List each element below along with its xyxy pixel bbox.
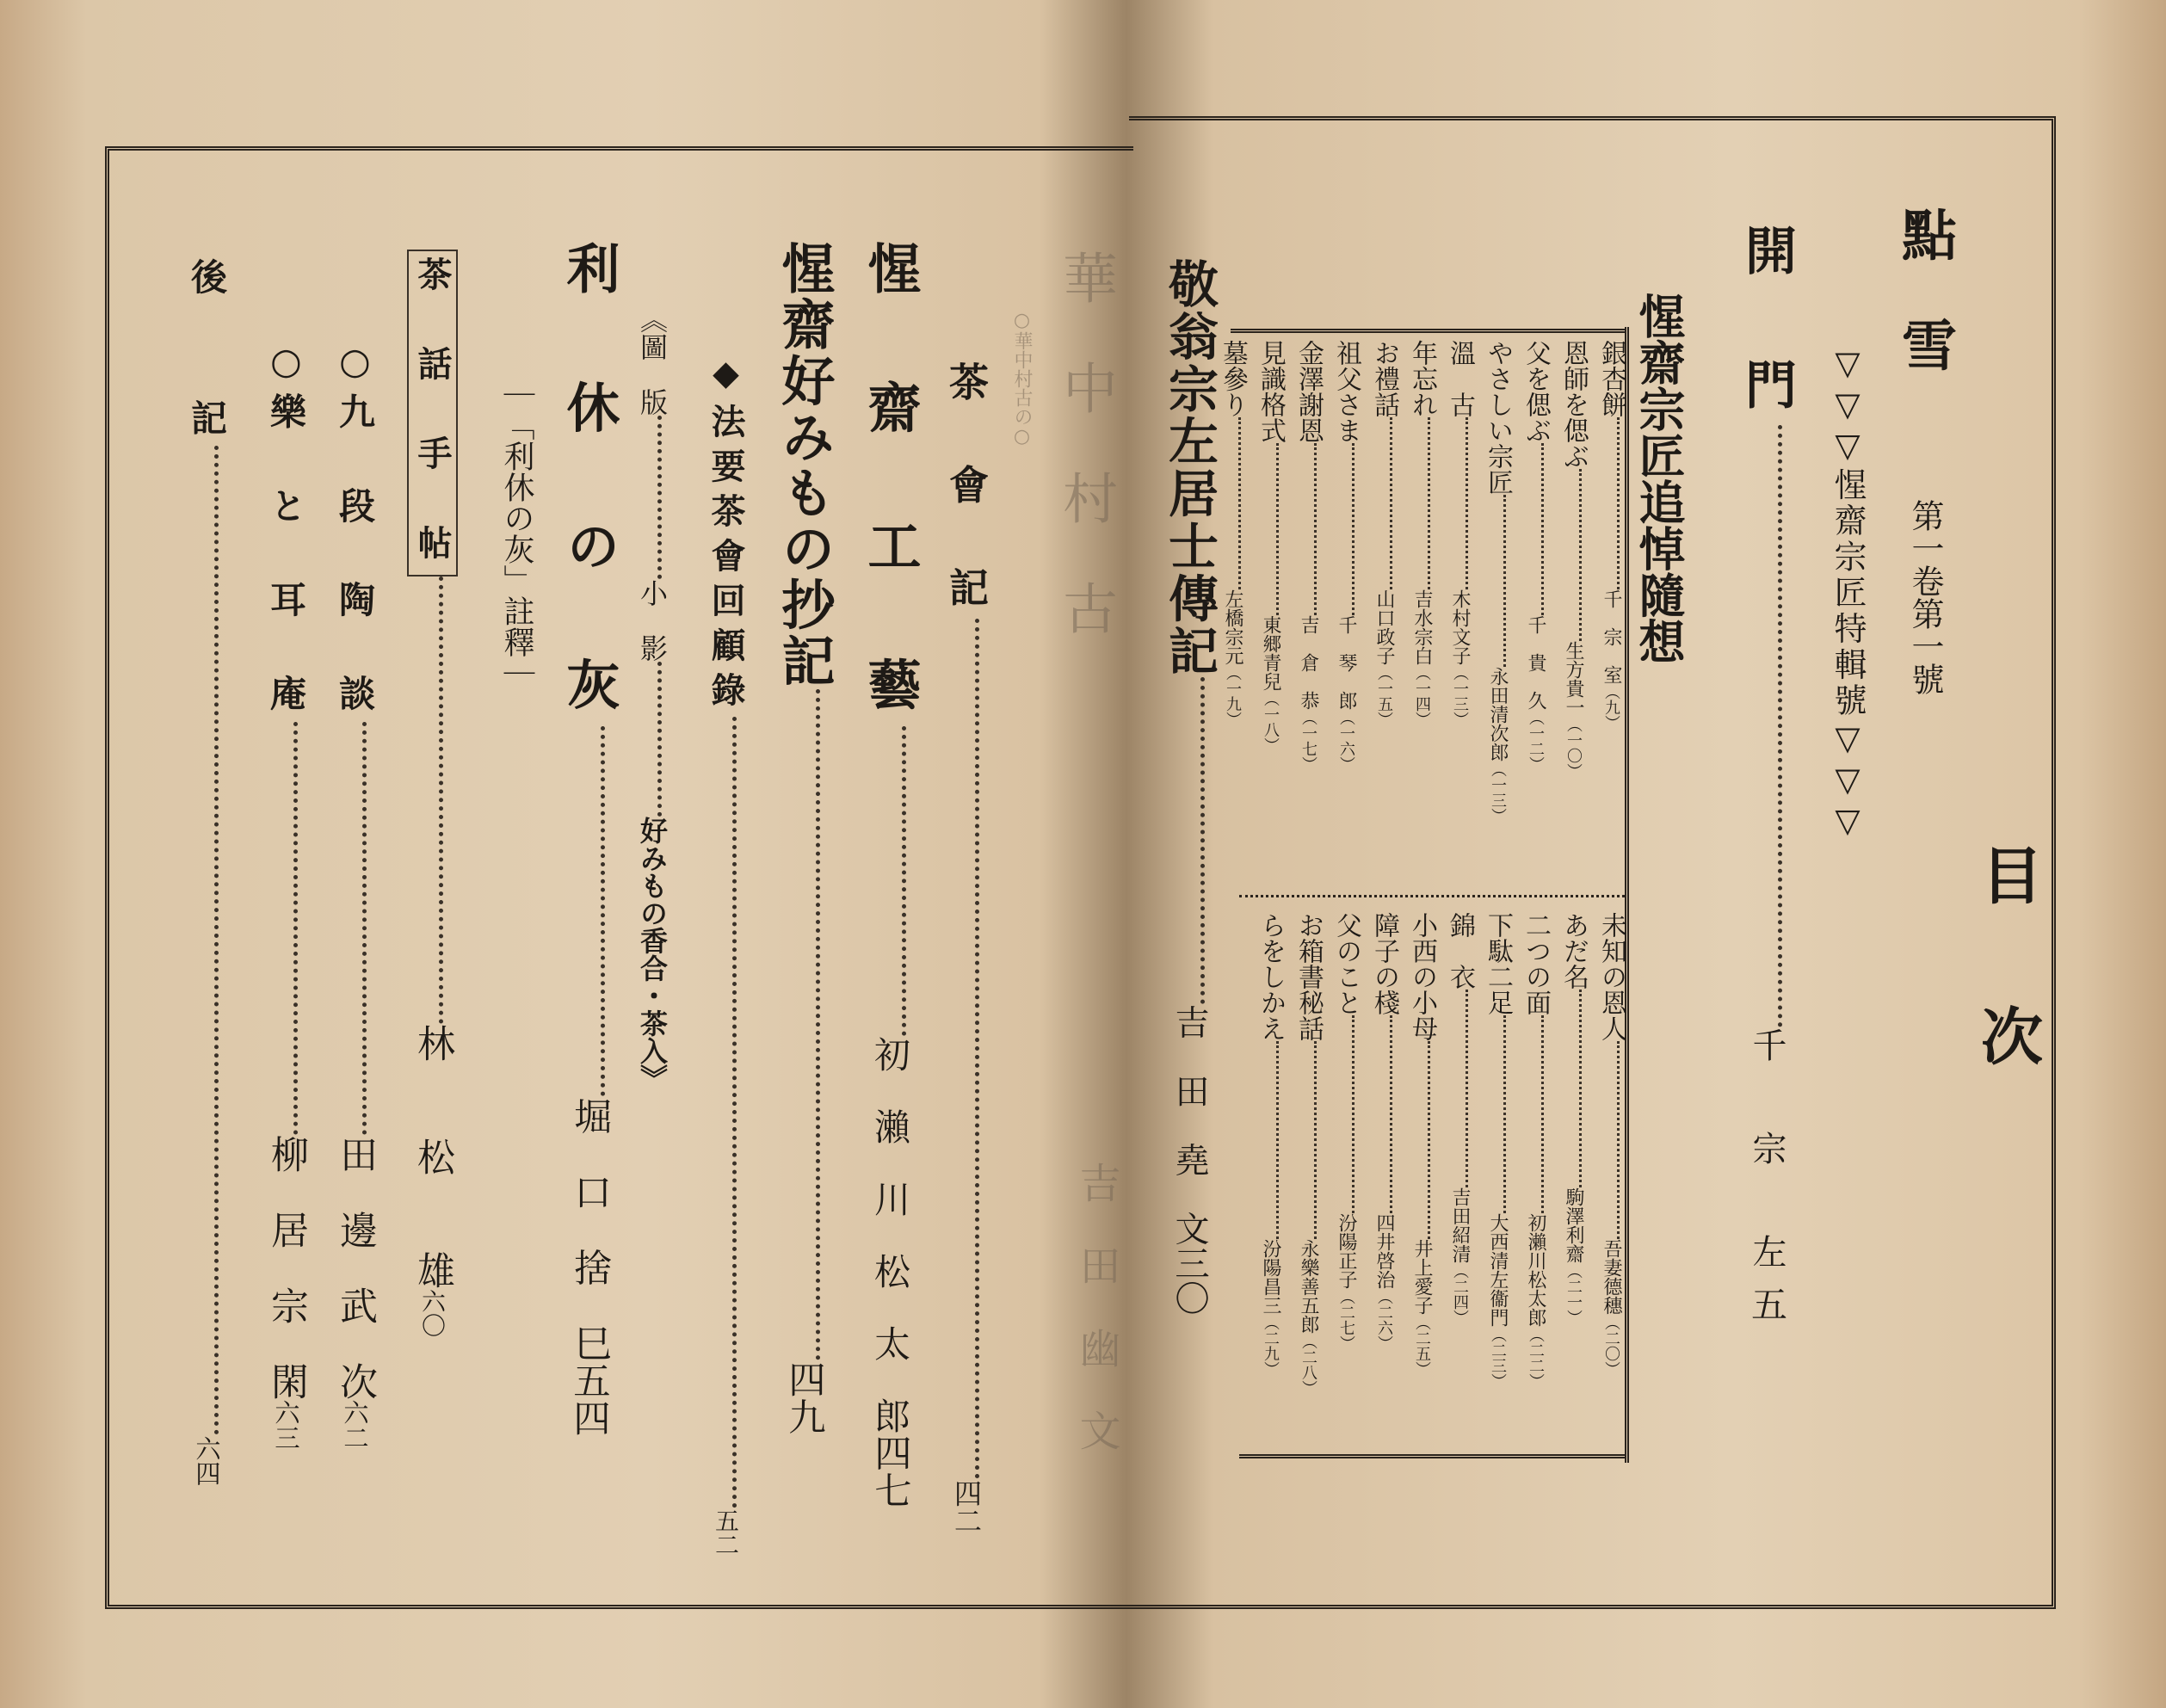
entry-author: 林 松 雄 — [410, 1024, 454, 1289]
memorial-heading: 惺齋宗匠追悼隨想 — [1632, 293, 1687, 664]
entry-page: （九） — [1602, 684, 1620, 731]
entry-author: 駒澤利齋 — [1563, 1187, 1584, 1263]
toc-entry-raku[interactable] — [258, 340, 313, 1501]
entry-title: 墓參り — [1218, 340, 1248, 417]
entry-author: 吉田紹清 — [1449, 1187, 1471, 1263]
rikyu-annotation: ｜「利休の灰」註釋｜ — [499, 379, 534, 688]
entry-author: 永田清次郎 — [1487, 667, 1509, 762]
entry-page: （二四） — [1451, 1263, 1469, 1325]
leader-dots — [1503, 1015, 1506, 1213]
memorial-entry[interactable] — [1516, 912, 1554, 1446]
toc-entry-kaimon[interactable] — [1730, 224, 1804, 1497]
entry-title: 利 休 の 灰 — [558, 241, 620, 727]
memorial-entry[interactable] — [1365, 912, 1403, 1446]
leader-dots — [902, 726, 906, 1036]
show-through-text: 華 中 村 古 — [1053, 250, 1117, 635]
entry-page: （一七） — [1299, 710, 1317, 772]
issue-label: 第一卷第一號 — [1906, 499, 1944, 695]
toc-entry-kudan[interactable] — [327, 340, 382, 1501]
leader-dots — [601, 726, 605, 1096]
memorial-entry[interactable] — [1251, 912, 1289, 1446]
special-issue-label: ▽▽▽惺齋宗匠特輯號▽▽▽ — [1829, 344, 1867, 843]
leader-dots — [1579, 990, 1582, 1187]
memorial-mid-rule — [1239, 895, 1625, 897]
leader-dots — [1276, 443, 1279, 615]
leader-dots — [1778, 425, 1782, 1027]
entry-page: （一九） — [1224, 665, 1242, 727]
leader-dots — [1390, 417, 1392, 589]
leader-dots — [1352, 1015, 1355, 1213]
entry-title: ◆法要茶會回顧錄 — [706, 353, 746, 717]
entry-title: 年忘れ — [1407, 340, 1437, 417]
entry-author: 生方貴一 — [1563, 641, 1584, 717]
entry-title: らをしかえ — [1256, 912, 1286, 1041]
entry-note: 好みもの香合・茶入》 — [636, 817, 669, 1092]
entry-author: 東郷青兒 — [1260, 615, 1281, 691]
leader-dots — [1390, 1015, 1392, 1213]
entry-page: 四二 — [950, 1479, 983, 1535]
entry-author: 汾陽正子 — [1336, 1213, 1357, 1289]
entry-author: 千 宗 室 — [1601, 589, 1622, 684]
leader-dots — [816, 689, 820, 1360]
entry-author: 木村文子 — [1449, 589, 1471, 665]
leader-dots — [293, 722, 298, 1135]
entry-page: （一四） — [1413, 665, 1431, 727]
entry-title: ○九 段 陶 談 — [334, 340, 376, 722]
entry-page: （一三） — [1451, 665, 1469, 727]
memorial-entry[interactable] — [1441, 340, 1478, 873]
entry-title: 《圖 版 — [636, 305, 669, 416]
leader-dots — [1314, 1041, 1317, 1239]
leader-dots — [1466, 990, 1468, 1187]
entry-title: 開 門 — [1737, 224, 1797, 425]
toc-entry-chawa[interactable] — [404, 250, 460, 1497]
entry-title: 父を偲ぶ — [1521, 340, 1551, 443]
entry-author: 田 邊 武 次 — [333, 1134, 377, 1400]
leader-dots — [1276, 1041, 1279, 1239]
entry-author: 千 貴 久 — [1525, 615, 1546, 710]
entry-page: （二九） — [1262, 1315, 1280, 1377]
leader-dots — [1541, 1015, 1544, 1213]
leader-dots — [1617, 1041, 1620, 1239]
leader-dots — [1200, 677, 1205, 1004]
leader-dots — [214, 446, 219, 1435]
toc-entry-biography[interactable] — [1153, 258, 1225, 1497]
leader-dots — [1314, 443, 1317, 615]
entry-author: 柳 居 宗 閑 — [264, 1134, 308, 1400]
entry-page: 三〇 — [1169, 1245, 1210, 1316]
entry-author: 初 瀨 川 松 太 郎 — [869, 1036, 911, 1434]
leader-dots — [1428, 1041, 1430, 1239]
entry-title: 惺 齋 工 藝 — [859, 241, 922, 727]
memorial-entry[interactable] — [1403, 340, 1441, 873]
entry-page: （一三） — [1489, 762, 1507, 823]
entry-page: （二五） — [1413, 1315, 1431, 1377]
leader-dots — [975, 619, 979, 1479]
memorial-entry[interactable] — [1592, 912, 1630, 1446]
entry-title: 下駄二足 — [1483, 912, 1513, 1015]
entry-page: 五 — [1746, 1286, 1788, 1322]
entry-page: （二三） — [1489, 1327, 1507, 1389]
entry-page: （二二） — [1527, 1327, 1545, 1389]
memorial-top-rule — [1231, 329, 1626, 333]
memorial-entry[interactable] — [1554, 340, 1592, 873]
memorial-entry[interactable] — [1554, 912, 1592, 1446]
entry-subtitle: 小 影 — [636, 579, 669, 662]
memorial-entry[interactable] — [1441, 912, 1478, 1446]
entry-title: 父のこと — [1331, 912, 1361, 1015]
leader-dots — [1466, 417, 1468, 589]
entry-title: 茶 話 手 帖 — [407, 250, 458, 577]
entry-title: 錦 衣 — [1445, 912, 1475, 990]
entry-title: 茶 會 記 — [943, 361, 990, 619]
toc-entry-rikyu[interactable] — [551, 241, 627, 1497]
entry-title: ○樂 と 耳 庵 — [265, 340, 307, 722]
memorial-entry[interactable] — [1327, 912, 1365, 1446]
entry-title: 小西の小母 — [1407, 912, 1437, 1041]
leader-dots — [1352, 443, 1355, 615]
entry-author: 井上愛子 — [1411, 1239, 1433, 1315]
leader-dots — [732, 717, 737, 1508]
entry-author: 永樂善五郎 — [1298, 1239, 1319, 1334]
entry-author: 大西清左衞門 — [1487, 1213, 1509, 1327]
show-through-text: 吉 田 幽 文 — [1072, 1162, 1120, 1451]
entry-title: 溫 古 — [1445, 340, 1475, 417]
entry-page: （一五） — [1375, 665, 1393, 727]
leader-dots — [1503, 495, 1506, 667]
entry-page: 五四 — [567, 1361, 610, 1437]
leader-dots — [362, 722, 367, 1135]
entry-author: 初瀨川松太郎 — [1525, 1213, 1546, 1327]
memorial-entry[interactable] — [1289, 340, 1327, 873]
entry-title: あだ名 — [1558, 912, 1589, 990]
toc-entry-kogei[interactable] — [852, 241, 929, 1509]
leader-dots — [1541, 443, 1544, 615]
entry-author: 堀 口 捨 巳 — [567, 1096, 611, 1362]
leader-dots — [439, 577, 443, 1024]
memorial-entry[interactable] — [1403, 912, 1441, 1446]
entry-title: 二つの面 — [1521, 912, 1551, 1015]
memorial-entry[interactable] — [1478, 912, 1516, 1446]
show-through-text: ○華中村古の○ — [1011, 310, 1033, 447]
leader-dots — [657, 662, 662, 817]
entry-title: お箱書秘話 — [1293, 912, 1324, 1041]
entry-author: 吉水宗白 — [1411, 589, 1433, 665]
entry-page: （二一） — [1564, 1263, 1583, 1325]
toc-entry-hoyo[interactable] — [701, 353, 750, 1557]
leader-dots — [657, 416, 662, 579]
entry-page: （一二） — [1527, 710, 1545, 772]
entry-page: 四七 — [868, 1434, 911, 1509]
memorial-entry[interactable] — [1251, 340, 1289, 873]
toc-entry-konomi[interactable] — [766, 241, 842, 1497]
entry-author: 汾陽昌三 — [1260, 1239, 1281, 1315]
entry-page: 六四 — [192, 1435, 221, 1487]
entry-title: 祖父さま — [1331, 340, 1361, 443]
entry-title: 恩師を偲ぶ — [1558, 340, 1589, 469]
entry-title: 金澤謝恩 — [1293, 340, 1324, 443]
entry-title: 惺齋好みもの抄記 — [773, 241, 836, 689]
entry-page: 五二 — [712, 1508, 740, 1557]
entry-title: 銀杏餅 — [1596, 340, 1626, 417]
entry-author: 吉 田 堯 文 — [1169, 1004, 1209, 1246]
memorial-entry[interactable] — [1478, 340, 1516, 873]
toc-entry-atogaki[interactable] — [181, 258, 232, 1514]
entry-page: 四九 — [782, 1360, 825, 1435]
entry-page: 六〇 — [418, 1289, 447, 1337]
entry-author: 山口政子 — [1373, 589, 1395, 665]
leader-dots — [1428, 417, 1430, 589]
toc-label: 目 次 — [1971, 843, 2044, 1085]
entry-title: 見識格式 — [1256, 340, 1286, 443]
memorial-entry[interactable] — [1516, 340, 1554, 873]
entry-author: 千 琴 郎 — [1336, 615, 1357, 710]
memorial-entry[interactable] — [1327, 340, 1365, 873]
memorial-bottom-rule — [1239, 1454, 1625, 1458]
memorial-entry[interactable] — [1289, 912, 1327, 1446]
entry-author: 吾妻德穗 — [1601, 1239, 1622, 1315]
entry-title: お禮話 — [1369, 340, 1399, 417]
leader-dots — [1617, 417, 1620, 589]
entry-author: 吉 倉 恭 — [1298, 615, 1319, 710]
leader-dots — [1579, 469, 1582, 641]
magazine-title: 點 雪 — [1892, 207, 1957, 372]
entry-page: 六三 — [271, 1399, 300, 1451]
entry-page: （二〇） — [1602, 1315, 1620, 1377]
entry-page: （一八） — [1262, 691, 1280, 753]
entry-author: 千 宗 左 — [1747, 1027, 1786, 1286]
entry-page: （二八） — [1299, 1334, 1317, 1396]
entry-page: （二七） — [1337, 1289, 1355, 1351]
toc-entry-zuhan[interactable] — [633, 305, 672, 1252]
memorial-entry[interactable] — [1365, 340, 1403, 873]
entry-title: 敬翁宗左居士傳記 — [1160, 258, 1219, 678]
entry-page: （二六） — [1375, 1289, 1393, 1351]
entry-page: （一六） — [1337, 710, 1355, 772]
entry-page: 六二 — [340, 1399, 369, 1451]
entry-author: 四井啓治 — [1373, 1213, 1395, 1289]
entry-title: 未知の恩人 — [1596, 912, 1626, 1041]
entry-title: やさしい宗匠 — [1483, 340, 1513, 495]
entry-page: （一〇） — [1564, 717, 1583, 779]
entry-title: 後 記 — [186, 258, 228, 447]
toc-entry-chakai[interactable] — [938, 361, 995, 1535]
entry-title: 障子の棧 — [1369, 912, 1399, 1015]
entry-author: 左橋宗元 — [1222, 589, 1243, 665]
memorial-entry[interactable] — [1592, 340, 1630, 873]
leader-dots — [1238, 417, 1241, 589]
